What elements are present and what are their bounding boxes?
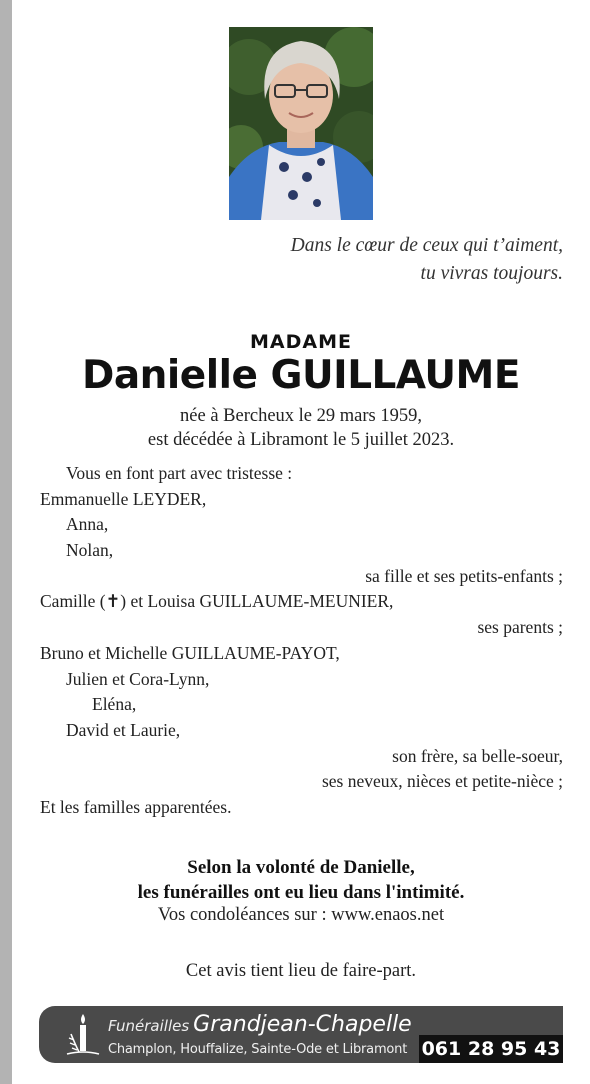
quote-line-2: tu vivras toujours. xyxy=(420,263,563,284)
funeral-home-phone[interactable]: 061 28 95 43 xyxy=(419,1035,563,1063)
funeral-home-banner xyxy=(39,1006,563,1063)
notice-text: Cet avis tient lieu de faire-part. xyxy=(185,961,417,981)
funeral-home-brand: Grandjean-Chapelle xyxy=(193,1012,412,1037)
family-line: Anna, xyxy=(66,514,109,535)
quote-line-1: Dans le cœur de ceux qui t’aiment, xyxy=(290,235,563,256)
family-line: Et les familles apparentées. xyxy=(40,796,232,817)
portrait-photo xyxy=(229,27,373,220)
obituary-notice xyxy=(12,0,590,1084)
wish-line-2: les funérailles ont eu lieu dans l'intimité. xyxy=(137,882,465,903)
funeral-home-locations: Champlon, Houffalize, Sainte-Ode et Libramont xyxy=(108,1042,408,1057)
family-relation: ses parents ; xyxy=(477,617,563,638)
family-line: Camille (✝) et Louisa GUILLAUME-MEUNIER, xyxy=(40,591,394,612)
family-line: Eléna, xyxy=(92,694,137,715)
funeral-wish xyxy=(12,855,590,905)
funeral-home-name xyxy=(108,1012,412,1037)
candle-wheat-icon xyxy=(65,1012,101,1063)
family-line: Emmanuelle LEYDER, xyxy=(40,488,207,509)
honorific-title: MADAME xyxy=(250,331,352,353)
left-border-bar xyxy=(0,0,12,1084)
family-line: David et Laurie, xyxy=(66,719,181,740)
family-intro: Vous en font part avec tristesse : xyxy=(66,463,293,483)
memorial-quote xyxy=(291,232,563,288)
birth-line: née à Bercheux le 29 mars 1959, xyxy=(180,406,422,426)
family-list xyxy=(40,461,563,821)
birth-death-info xyxy=(12,404,590,452)
deceased-name: Danielle GUILLAUME xyxy=(81,353,521,398)
family-relation: ses neveux, nièces et petite-nièce ; xyxy=(321,771,563,792)
family-line: Nolan, xyxy=(66,540,114,561)
death-line: est décédée à Libramont le 5 juillet 2023. xyxy=(147,430,455,450)
wish-line-1: Selon la volonté de Danielle, xyxy=(187,857,415,878)
family-line: Bruno et Michelle GUILLAUME-PAYOT, xyxy=(40,642,340,663)
family-relation: son frère, sa belle-soeur, xyxy=(392,745,563,766)
family-relation: sa fille et ses petits-enfants ; xyxy=(365,565,563,586)
condolences-link[interactable]: Vos condoléances sur : www.enaos.net xyxy=(157,905,445,925)
family-line: Julien et Cora-Lynn, xyxy=(66,668,210,689)
funeral-home-prefix: Funérailles xyxy=(108,1017,190,1035)
